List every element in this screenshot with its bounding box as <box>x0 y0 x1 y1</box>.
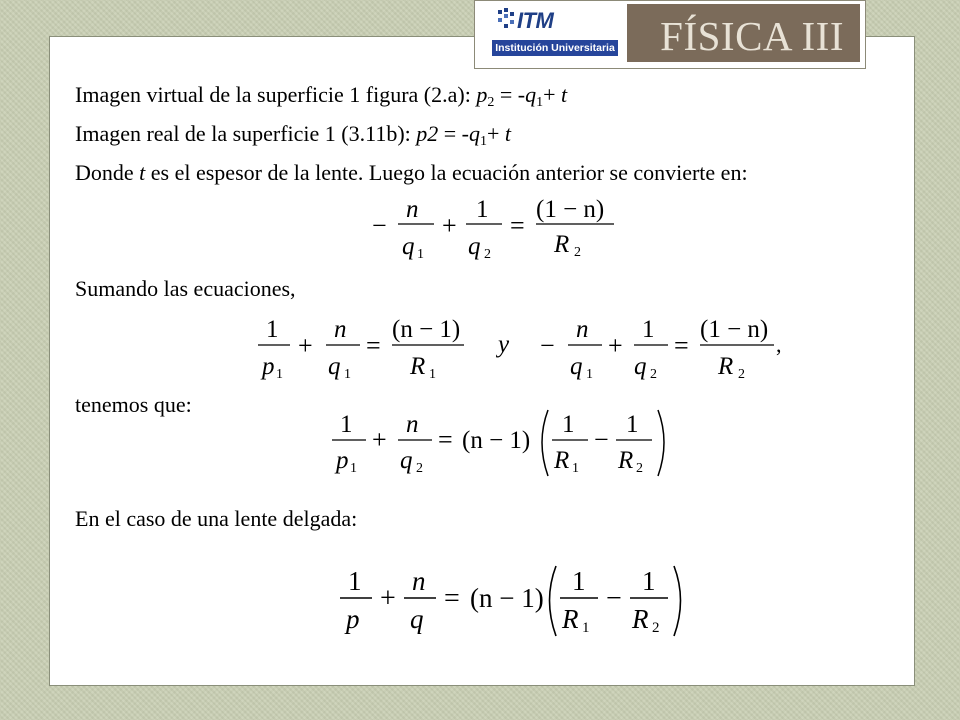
numerator-n: n <box>406 411 419 438</box>
var-p: p <box>476 82 488 107</box>
denominator-q: q <box>570 353 583 380</box>
numerator-one-minus-n: (1 − n) <box>700 316 769 343</box>
denominator-q: q <box>634 353 647 380</box>
logo-wordmark: ITM <box>517 8 554 33</box>
var-t: t <box>560 82 568 107</box>
numerator-n: n <box>576 316 589 343</box>
numerator-1: 1 <box>266 316 279 343</box>
numerator-1: 1 <box>642 566 656 596</box>
subscript: 1 <box>344 367 351 382</box>
numerator-n-minus-one: (n − 1) <box>392 316 461 343</box>
denominator-R: R <box>554 447 570 474</box>
line-text: Donde <box>75 160 140 185</box>
numerator-1: 1 <box>626 411 639 438</box>
equation-surface-2 <box>368 190 628 260</box>
subscript: 2 <box>652 620 660 636</box>
subscript: 1 <box>582 620 590 636</box>
equals-sign: = <box>438 425 453 454</box>
subscript: 2 <box>574 245 581 260</box>
var-p2: p2 <box>416 121 439 146</box>
minus-sign: − <box>372 211 387 240</box>
left-paren-large <box>542 410 548 476</box>
comma: , <box>776 332 782 357</box>
numerator-n: n <box>406 196 419 223</box>
factor-n-minus-one: (n − 1) <box>470 583 544 613</box>
equation-thin-lens <box>338 560 698 640</box>
right-paren-large <box>658 410 664 476</box>
line-text: es el espesor de la lente. Luego la ecuación anterior se convierte en: <box>145 160 748 185</box>
factor-n-minus-one: (n − 1) <box>462 427 531 454</box>
numerator-1: 1 <box>476 196 489 223</box>
minus-sign: − <box>606 583 622 614</box>
denominator-R: R <box>618 447 634 474</box>
var-q: q <box>469 121 480 146</box>
numerator-one-minus-n: (1 − n) <box>536 196 605 223</box>
subscript: 1 <box>586 367 593 382</box>
numerator-1: 1 <box>562 411 575 438</box>
subscript: 2 <box>416 461 423 476</box>
numerator-1: 1 <box>340 411 353 438</box>
denominator-q: q <box>328 353 341 380</box>
equals-sign: = <box>674 331 689 360</box>
minus-sign: − <box>540 331 555 360</box>
right-paren-large <box>674 566 681 636</box>
numerator-1: 1 <box>348 566 362 596</box>
var-t: t <box>504 121 512 146</box>
denominator-p: p <box>336 447 349 474</box>
operator: = - <box>438 121 469 146</box>
line-text: Imagen real de la superficie 1 (3.11b): <box>75 121 417 146</box>
subscript: 1 <box>480 134 487 149</box>
plus-sign: + <box>608 331 623 360</box>
line-thin-lens: En el caso de una lente delgada: <box>75 506 358 531</box>
line-summing: Sumando las ecuaciones, <box>75 276 296 301</box>
subscript: 1 <box>536 95 544 110</box>
var-t: t <box>139 160 146 185</box>
equals-sign: = <box>444 583 460 614</box>
subscript: 1 <box>572 461 579 476</box>
plus-sign: + <box>380 583 396 614</box>
denominator-R: R <box>410 353 426 380</box>
denominator-q: q <box>410 604 424 634</box>
equals-sign: = <box>510 211 525 240</box>
denominator-R: R <box>718 353 734 380</box>
subscript: 2 <box>484 247 491 260</box>
line-real-image <box>75 121 511 150</box>
subscript: 1 <box>417 247 424 260</box>
subscript: 1 <box>276 367 283 382</box>
denominator-q: q <box>468 233 481 260</box>
left-paren-large <box>550 566 557 636</box>
line-text: Imagen virtual de la superficie 1 figura (2.a): <box>75 82 477 107</box>
subscript: 2 <box>636 461 643 476</box>
denominator-R: R <box>562 604 579 634</box>
operator: + <box>487 121 505 146</box>
line-virtual-image <box>75 82 567 111</box>
conjunction-y: y <box>498 331 510 358</box>
equals-sign: = <box>366 331 381 360</box>
numerator-n: n <box>412 566 426 596</box>
denominator-q: q <box>400 447 413 474</box>
operator: + <box>543 82 561 107</box>
denominator-R: R <box>554 231 570 258</box>
denominator-p: p <box>262 353 275 380</box>
subscript: 1 <box>429 367 436 382</box>
plus-sign: + <box>372 425 387 454</box>
numerator-1: 1 <box>642 316 655 343</box>
title-panel <box>627 4 860 62</box>
operator: = - <box>494 82 526 107</box>
denominator-p: p <box>346 604 360 634</box>
institution-logo <box>486 4 624 62</box>
equation-combined <box>330 404 675 480</box>
logo-subtitle: Institución Universitaria <box>492 40 618 56</box>
denominator-q: q <box>402 233 415 260</box>
subscript: 2 <box>487 95 495 110</box>
subscript: 2 <box>738 367 745 382</box>
subscript: 2 <box>650 367 657 382</box>
var-q: q <box>525 82 537 107</box>
minus-sign: − <box>594 425 609 454</box>
plus-sign: + <box>442 211 457 240</box>
equation-sum-pair <box>258 310 788 382</box>
numerator-n: n <box>334 316 347 343</box>
line-we-have: tenemos que: <box>75 392 192 417</box>
page-title: FÍSICA III <box>660 13 844 59</box>
numerator-1: 1 <box>572 566 586 596</box>
denominator-R: R <box>632 604 649 634</box>
subscript: 1 <box>350 461 357 476</box>
plus-sign: + <box>298 331 313 360</box>
line-thickness <box>75 160 748 186</box>
